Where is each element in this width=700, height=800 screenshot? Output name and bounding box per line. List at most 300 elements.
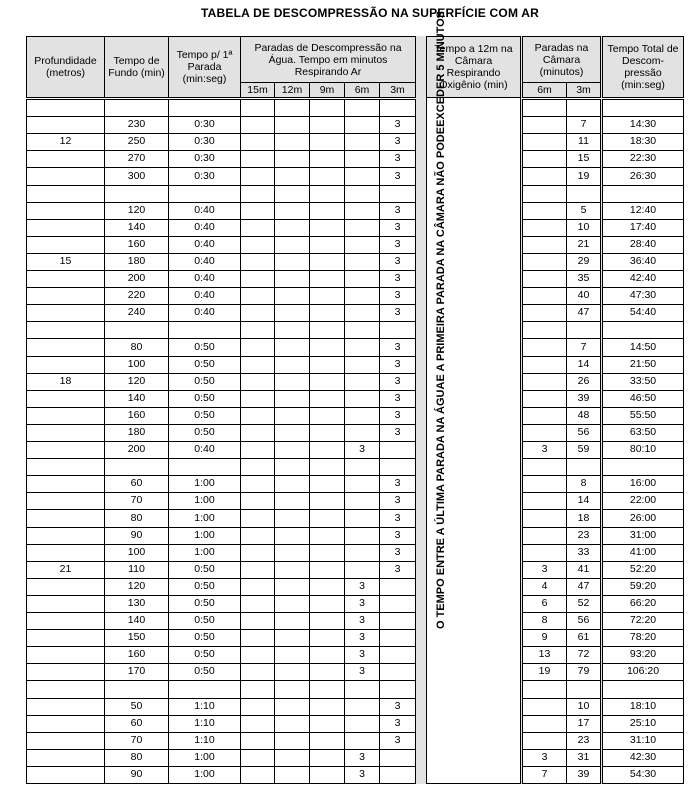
header-time-first-stop: Tempo p/ 1ª Parada (min:seg)	[168, 36, 241, 98]
depth-cell	[26, 629, 105, 647]
water-stop-6m-cell	[344, 715, 380, 733]
water-stop-12m-cell	[274, 304, 310, 322]
bottom-time-cell: 50	[104, 698, 169, 716]
water-stop-6m-cell	[344, 270, 380, 288]
water-stop-12m-cell	[274, 287, 310, 305]
water-stop-6m-cell	[344, 390, 380, 408]
water-stop-3m-cell	[379, 663, 416, 681]
chamber-stop-3m-cell: 48	[566, 407, 601, 425]
chamber-stop-3m-cell: 23	[566, 732, 601, 750]
first-stop-time-cell: 1:00	[168, 766, 241, 784]
bottom-time-cell: 120	[104, 578, 169, 596]
water-stop-6m-cell	[344, 527, 380, 545]
bottom-time-cell: 270	[104, 150, 169, 168]
water-stop-15m-cell	[240, 680, 275, 699]
water-stop-12m-cell	[274, 219, 310, 237]
water-stop-15m-cell	[240, 321, 275, 339]
water-stop-15m-cell	[240, 390, 275, 408]
chamber-stop-3m-cell: 7	[566, 338, 601, 357]
bottom-time-cell: 250	[104, 133, 169, 151]
depth-cell	[26, 236, 105, 254]
chamber-stop-3m-cell: 31	[566, 749, 601, 767]
water-stop-12m-cell	[274, 150, 310, 168]
depth-cell	[26, 578, 105, 596]
total-time-cell: 42:40	[602, 270, 684, 288]
water-stop-12m-cell	[274, 715, 310, 733]
bottom-time-cell: 160	[104, 407, 169, 425]
water-stop-12m-cell	[274, 698, 310, 716]
water-stop-6m-cell	[344, 373, 380, 391]
bottom-time-cell: 200	[104, 441, 169, 459]
water-stop-9m-cell	[309, 732, 345, 750]
total-time-cell: 52:20	[602, 561, 684, 579]
water-stop-3m-cell: 3	[379, 732, 416, 750]
first-stop-time-cell: 0:50	[168, 390, 241, 408]
bottom-time-cell: 170	[104, 663, 169, 681]
water-stop-6m-cell	[344, 680, 380, 699]
first-stop-time-cell: 1:10	[168, 715, 241, 733]
total-time-cell: 16:00	[602, 475, 684, 493]
first-stop-time-cell: 0:40	[168, 287, 241, 305]
chamber-stop-3m-cell: 47	[566, 578, 601, 596]
water-stop-9m-cell	[309, 133, 345, 151]
depth-cell	[26, 116, 105, 134]
water-stop-3m-cell: 3	[379, 219, 416, 237]
depth-cell	[26, 509, 105, 528]
water-stop-12m-cell	[274, 544, 310, 562]
chamber-stop-6m-cell	[522, 150, 567, 168]
header-water-depth-3: 6m	[344, 82, 380, 98]
water-stop-12m-cell	[274, 338, 310, 357]
chamber-stop-6m-cell	[522, 715, 567, 733]
water-stop-3m-cell: 3	[379, 561, 416, 579]
chamber-stop-3m-cell: 35	[566, 270, 601, 288]
chamber-stop-6m-cell: 3	[522, 749, 567, 767]
chamber-stop-6m-cell	[522, 304, 567, 322]
bottom-time-cell: 80	[104, 509, 169, 528]
chamber-stop-3m-cell: 21	[566, 236, 601, 254]
water-stop-6m-cell: 3	[344, 578, 380, 596]
water-stop-12m-cell	[274, 629, 310, 647]
water-stop-15m-cell	[240, 287, 275, 305]
chamber-stop-6m-cell	[522, 407, 567, 425]
header-depth: Profundidade (metros)	[26, 36, 105, 98]
water-stop-15m-cell	[240, 646, 275, 664]
depth-cell	[26, 321, 105, 339]
water-stop-3m-cell	[379, 766, 416, 784]
water-stop-9m-cell	[309, 441, 345, 459]
chamber-stop-6m-cell	[522, 253, 567, 271]
water-stop-15m-cell	[240, 167, 275, 186]
water-stop-12m-cell	[274, 646, 310, 664]
water-stop-3m-cell	[379, 749, 416, 767]
water-stop-6m-cell	[344, 116, 380, 134]
chamber-stop-6m-cell	[522, 732, 567, 750]
water-stop-6m-cell: 3	[344, 749, 380, 767]
water-stop-15m-cell	[240, 373, 275, 391]
chamber-stop-3m-cell: 26	[566, 373, 601, 391]
chamber-stop-6m-cell	[522, 99, 567, 117]
first-stop-time-cell: 0:40	[168, 253, 241, 271]
water-stop-3m-cell: 3	[379, 492, 416, 510]
water-stop-6m-cell	[344, 561, 380, 579]
first-stop-time-cell: 0:30	[168, 167, 241, 186]
depth-cell	[26, 219, 105, 237]
first-stop-time-cell: 1:00	[168, 544, 241, 562]
first-stop-time-cell: 0:40	[168, 304, 241, 322]
water-stop-3m-cell	[379, 646, 416, 664]
water-stop-12m-cell	[274, 595, 310, 613]
water-stop-12m-cell	[274, 270, 310, 288]
water-stop-15m-cell	[240, 663, 275, 681]
water-stop-12m-cell	[274, 561, 310, 579]
bottom-time-cell: 90	[104, 527, 169, 545]
chamber-stop-3m-cell: 8	[566, 475, 601, 493]
chamber-stop-3m-cell: 59	[566, 441, 601, 459]
total-time-cell: 18:10	[602, 698, 684, 716]
total-time-cell: 26:00	[602, 509, 684, 528]
chamber-stop-3m-cell: 52	[566, 595, 601, 613]
total-time-cell: 28:40	[602, 236, 684, 254]
first-stop-time-cell	[168, 185, 241, 203]
total-time-cell: 66:20	[602, 595, 684, 613]
bottom-time-cell: 80	[104, 338, 169, 357]
chamber-stop-6m-cell	[522, 698, 567, 716]
chamber-stop-6m-cell	[522, 321, 567, 339]
water-stop-3m-cell: 3	[379, 373, 416, 391]
first-stop-time-cell: 0:40	[168, 270, 241, 288]
bottom-time-cell: 130	[104, 595, 169, 613]
water-stop-6m-cell: 3	[344, 663, 380, 681]
water-stop-12m-cell	[274, 356, 310, 374]
bottom-time-cell: 180	[104, 253, 169, 271]
total-time-cell: 18:30	[602, 133, 684, 151]
water-stop-3m-cell: 3	[379, 475, 416, 493]
total-time-cell: 22:00	[602, 492, 684, 510]
first-stop-time-cell: 0:30	[168, 116, 241, 134]
depth-cell	[26, 287, 105, 305]
depth-cell	[26, 612, 105, 630]
depth-cell	[26, 202, 105, 220]
total-time-cell: 46:50	[602, 390, 684, 408]
chamber-stop-6m-cell	[522, 458, 567, 476]
water-stop-12m-cell	[274, 458, 310, 476]
bottom-time-cell: 70	[104, 732, 169, 750]
first-stop-time-cell	[168, 458, 241, 476]
depth-cell	[26, 527, 105, 545]
chamber-stop-3m-cell: 39	[566, 766, 601, 784]
water-stop-15m-cell	[240, 595, 275, 613]
water-stop-9m-cell	[309, 475, 345, 493]
water-stop-9m-cell	[309, 356, 345, 374]
water-stop-15m-cell	[240, 441, 275, 459]
chamber-stop-3m-cell: 72	[566, 646, 601, 664]
total-time-cell: 42:30	[602, 749, 684, 767]
first-stop-time-cell	[168, 99, 241, 117]
chamber-stop-3m-cell	[566, 321, 601, 339]
depth-cell	[26, 167, 105, 186]
water-stop-12m-cell	[274, 527, 310, 545]
water-stop-12m-cell	[274, 167, 310, 186]
chamber-stop-3m-cell: 33	[566, 544, 601, 562]
header-total-time: Tempo Total de Descom-pressão (min:seg)	[602, 36, 684, 98]
chamber-stop-3m-cell: 17	[566, 715, 601, 733]
first-stop-time-cell: 1:10	[168, 698, 241, 716]
water-stop-9m-cell	[309, 544, 345, 562]
water-stop-12m-cell	[274, 185, 310, 203]
total-time-cell: 80:10	[602, 441, 684, 459]
water-stop-12m-cell	[274, 321, 310, 339]
water-stop-15m-cell	[240, 561, 275, 579]
bottom-time-cell: 100	[104, 356, 169, 374]
water-stop-9m-cell	[309, 715, 345, 733]
water-stop-12m-cell	[274, 732, 310, 750]
water-stop-9m-cell	[309, 629, 345, 647]
water-stop-15m-cell	[240, 732, 275, 750]
water-stop-6m-cell: 3	[344, 646, 380, 664]
water-stop-9m-cell	[309, 561, 345, 579]
depth-cell	[26, 407, 105, 425]
bottom-time-cell: 120	[104, 202, 169, 220]
water-stop-15m-cell	[240, 150, 275, 168]
total-time-cell: 25:10	[602, 715, 684, 733]
water-stop-12m-cell	[274, 492, 310, 510]
chamber-stop-3m-cell: 7	[566, 116, 601, 134]
water-stop-15m-cell	[240, 527, 275, 545]
depth-cell: 18	[26, 373, 105, 391]
bottom-time-cell: 100	[104, 544, 169, 562]
water-stop-15m-cell	[240, 133, 275, 151]
total-time-cell: 59:20	[602, 578, 684, 596]
chamber-stop-6m-cell	[522, 544, 567, 562]
chamber-stop-3m-cell: 14	[566, 356, 601, 374]
note-line-2: E A PRIMEIRA PARADA NA CÂMARA NÃO PODE	[434, 126, 447, 382]
water-stop-9m-cell	[309, 219, 345, 237]
water-stop-12m-cell	[274, 253, 310, 271]
water-stop-6m-cell	[344, 509, 380, 528]
surface-interval-note	[411, 0, 471, 640]
water-stop-12m-cell	[274, 202, 310, 220]
water-stop-3m-cell: 3	[379, 202, 416, 220]
water-stop-12m-cell	[274, 680, 310, 699]
note-line-1: O TEMPO ENTRE A ÚLTIMA PARADA NA ÁGUA	[434, 381, 447, 630]
chamber-stop-3m-cell	[566, 185, 601, 203]
water-stop-12m-cell	[274, 663, 310, 681]
water-stop-3m-cell: 3	[379, 270, 416, 288]
water-stop-3m-cell: 3	[379, 253, 416, 271]
water-stop-6m-cell	[344, 475, 380, 493]
first-stop-time-cell: 0:40	[168, 236, 241, 254]
first-stop-time-cell: 1:00	[168, 749, 241, 767]
chamber-stop-3m-cell: 5	[566, 202, 601, 220]
bottom-time-cell: 180	[104, 424, 169, 442]
water-stop-9m-cell	[309, 646, 345, 664]
chamber-stop-3m-cell: 18	[566, 509, 601, 528]
depth-cell	[26, 749, 105, 767]
chamber-stop-6m-cell	[522, 390, 567, 408]
bottom-time-cell: 200	[104, 270, 169, 288]
chamber-stop-6m-cell	[522, 116, 567, 134]
chamber-stop-6m-cell	[522, 680, 567, 699]
chamber-stop-3m-cell	[566, 680, 601, 699]
water-stop-9m-cell	[309, 321, 345, 339]
water-stop-9m-cell	[309, 578, 345, 596]
first-stop-time-cell: 0:30	[168, 133, 241, 151]
water-stop-6m-cell	[344, 99, 380, 117]
first-stop-time-cell: 0:40	[168, 202, 241, 220]
chamber-stop-6m-cell	[522, 167, 567, 186]
total-time-cell: 14:30	[602, 116, 684, 134]
water-stop-3m-cell: 3	[379, 390, 416, 408]
water-stop-9m-cell	[309, 424, 345, 442]
bottom-time-cell: 70	[104, 492, 169, 510]
chamber-stop-6m-cell	[522, 133, 567, 151]
header-water-depth-2: 9m	[309, 82, 345, 98]
chamber-stop-6m-cell	[522, 236, 567, 254]
depth-cell	[26, 646, 105, 664]
chamber-stop-6m-cell: 7	[522, 766, 567, 784]
first-stop-time-cell	[168, 680, 241, 699]
bottom-time-cell: 110	[104, 561, 169, 579]
chamber-stop-6m-cell: 4	[522, 578, 567, 596]
first-stop-time-cell: 0:50	[168, 595, 241, 613]
water-stop-9m-cell	[309, 492, 345, 510]
chamber-stop-3m-cell: 29	[566, 253, 601, 271]
chamber-stop-3m-cell: 56	[566, 424, 601, 442]
chamber-stop-3m-cell: 11	[566, 133, 601, 151]
water-stop-12m-cell	[274, 236, 310, 254]
chamber-stop-6m-cell	[522, 373, 567, 391]
first-stop-time-cell: 0:50	[168, 373, 241, 391]
chamber-stop-6m-cell	[522, 338, 567, 357]
depth-cell: 15	[26, 253, 105, 271]
total-time-cell: 31:10	[602, 732, 684, 750]
water-stop-3m-cell: 3	[379, 304, 416, 322]
header-water-depth-4: 3m	[379, 82, 416, 98]
chamber-stop-6m-cell	[522, 270, 567, 288]
water-stop-3m-cell	[379, 680, 416, 699]
bottom-time-cell: 240	[104, 304, 169, 322]
first-stop-time-cell: 0:40	[168, 441, 241, 459]
note-line-3: EXCEDER 5 MINUTOS	[434, 10, 447, 127]
total-time-cell	[602, 99, 684, 117]
water-stop-3m-cell: 3	[379, 544, 416, 562]
water-stop-6m-cell	[344, 492, 380, 510]
first-stop-time-cell: 0:50	[168, 561, 241, 579]
depth-cell	[26, 663, 105, 681]
chamber-stop-6m-cell: 8	[522, 612, 567, 630]
first-stop-time-cell: 0:50	[168, 629, 241, 647]
water-stop-9m-cell	[309, 236, 345, 254]
water-stop-6m-cell	[344, 236, 380, 254]
total-time-cell: 26:30	[602, 167, 684, 186]
chamber-stop-6m-cell	[522, 356, 567, 374]
total-time-cell: 33:50	[602, 373, 684, 391]
water-stop-6m-cell: 3	[344, 441, 380, 459]
total-time-cell: 31:00	[602, 527, 684, 545]
depth-cell	[26, 424, 105, 442]
header-water-depth-0: 15m	[240, 82, 275, 98]
water-stop-9m-cell	[309, 698, 345, 716]
chamber-stop-6m-cell: 3	[522, 561, 567, 579]
total-time-cell: 17:40	[602, 219, 684, 237]
chamber-stop-3m-cell: 56	[566, 612, 601, 630]
chamber-stop-3m-cell: 41	[566, 561, 601, 579]
water-stop-9m-cell	[309, 595, 345, 613]
column-separator	[521, 36, 522, 784]
water-stop-15m-cell	[240, 458, 275, 476]
water-stop-12m-cell	[274, 373, 310, 391]
water-stop-6m-cell	[344, 167, 380, 186]
water-stop-3m-cell: 3	[379, 116, 416, 134]
total-time-cell: 54:40	[602, 304, 684, 322]
depth-cell	[26, 544, 105, 562]
total-time-cell: 78:20	[602, 629, 684, 647]
water-stop-15m-cell	[240, 424, 275, 442]
water-stop-12m-cell	[274, 612, 310, 630]
water-stop-12m-cell	[274, 749, 310, 767]
header-water-depth-1: 12m	[274, 82, 310, 98]
depth-cell	[26, 356, 105, 374]
total-time-cell: 55:50	[602, 407, 684, 425]
chamber-stop-6m-cell: 13	[522, 646, 567, 664]
chamber-stop-6m-cell	[522, 475, 567, 493]
total-time-cell: 14:50	[602, 338, 684, 357]
water-stop-6m-cell	[344, 356, 380, 374]
total-time-cell: 47:30	[602, 287, 684, 305]
water-stop-6m-cell	[344, 185, 380, 203]
depth-cell	[26, 270, 105, 288]
chamber-stop-3m-cell: 40	[566, 287, 601, 305]
total-time-cell	[602, 185, 684, 203]
water-stop-15m-cell	[240, 612, 275, 630]
water-stop-15m-cell	[240, 116, 275, 134]
total-time-cell: 22:30	[602, 150, 684, 168]
bottom-time-cell	[104, 680, 169, 699]
total-time-cell: 12:40	[602, 202, 684, 220]
chamber-stop-3m-cell: 14	[566, 492, 601, 510]
water-stop-3m-cell: 3	[379, 509, 416, 528]
water-stop-9m-cell	[309, 766, 345, 784]
chamber-stop-3m-cell: 10	[566, 698, 601, 716]
water-stop-9m-cell	[309, 407, 345, 425]
water-stop-6m-cell	[344, 253, 380, 271]
water-stop-9m-cell	[309, 150, 345, 168]
water-stop-12m-cell	[274, 578, 310, 596]
depth-cell: 12	[26, 133, 105, 151]
water-stop-3m-cell: 3	[379, 424, 416, 442]
chamber-stop-6m-cell: 9	[522, 629, 567, 647]
chamber-stop-6m-cell	[522, 185, 567, 203]
first-stop-time-cell: 1:00	[168, 527, 241, 545]
depth-cell	[26, 698, 105, 716]
water-stop-6m-cell	[344, 424, 380, 442]
water-stop-6m-cell	[344, 458, 380, 476]
total-time-cell: 63:50	[602, 424, 684, 442]
depth-cell	[26, 715, 105, 733]
water-stop-15m-cell	[240, 629, 275, 647]
chamber-stop-3m-cell: 10	[566, 219, 601, 237]
water-stop-15m-cell	[240, 270, 275, 288]
first-stop-time-cell: 1:00	[168, 475, 241, 493]
chamber-stop-3m-cell: 79	[566, 663, 601, 681]
chamber-stop-6m-cell	[522, 509, 567, 528]
water-stop-9m-cell	[309, 167, 345, 186]
total-time-cell: 72:20	[602, 612, 684, 630]
water-stop-3m-cell: 3	[379, 356, 416, 374]
chamber-stop-6m-cell: 19	[522, 663, 567, 681]
water-stop-15m-cell	[240, 492, 275, 510]
